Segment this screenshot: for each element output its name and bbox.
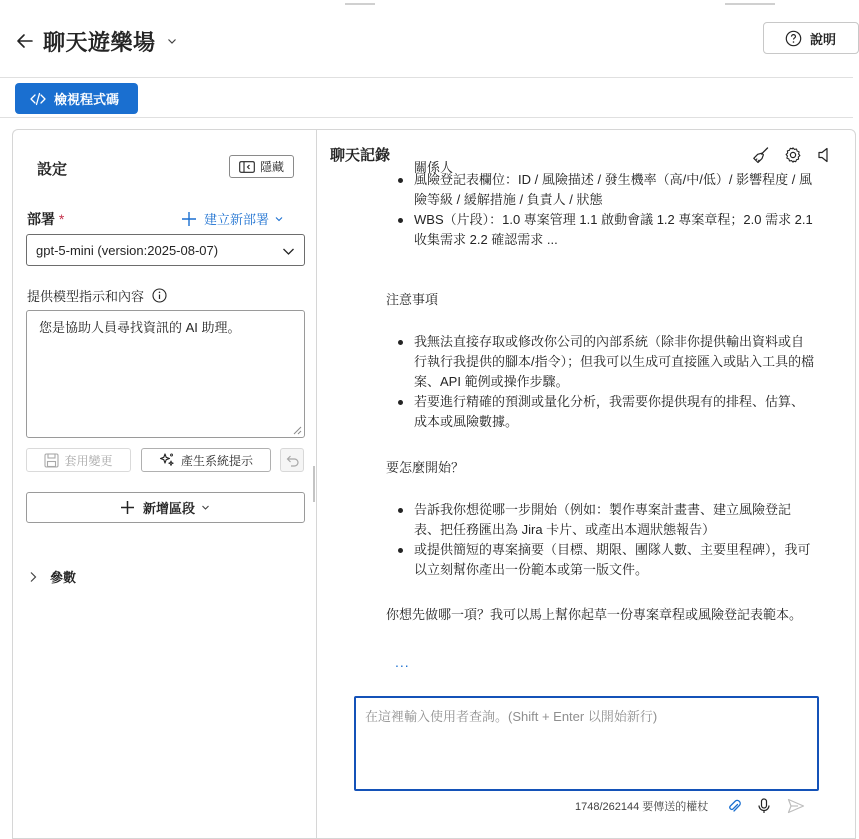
chat-input[interactable] xyxy=(354,696,819,791)
assistant-message-part2 xyxy=(386,332,816,432)
generate-prompt-button[interactable] xyxy=(141,448,271,472)
undo-icon xyxy=(285,453,300,468)
plus-icon xyxy=(181,211,197,227)
hide-button[interactable] xyxy=(229,155,294,178)
code-icon xyxy=(30,92,46,106)
toolbar xyxy=(0,77,853,118)
input-actions xyxy=(727,798,805,819)
back-arrow-icon[interactable] xyxy=(14,30,36,52)
assistant-message-part3 xyxy=(386,500,816,580)
new-deployment-link[interactable] xyxy=(181,209,292,228)
required-mark: * xyxy=(58,211,65,227)
clipped-element xyxy=(725,3,775,5)
chevron-down-icon xyxy=(273,213,285,225)
chevron-down-icon xyxy=(282,245,295,258)
clipped-element xyxy=(345,3,375,5)
apply-changes-button[interactable] xyxy=(26,448,131,472)
deployment-label xyxy=(27,209,64,229)
parameters-label: 參數 xyxy=(50,570,77,585)
chat-history[interactable] xyxy=(317,160,855,690)
token-count: 1748/262144 要傳送的權杖 xyxy=(575,801,709,813)
list-item: 或提供簡短的專案摘要（目標、期限、團隊人數、主要里程碑），我可以立刻幫你產出一份範本或第一版文件。 xyxy=(386,540,816,580)
chevron-down-icon xyxy=(200,502,211,513)
more-ellipsis[interactable]: ... xyxy=(395,654,410,670)
send-icon[interactable] xyxy=(787,798,805,819)
add-section-button[interactable] xyxy=(26,492,305,523)
list-item: 告訴我你想從哪一步開始（例如：製作專案計畫書、建立風險登記表、把任務匯出為 Jira 卡片、或產出本週狀態報告） xyxy=(386,500,816,540)
undo-button[interactable] xyxy=(280,448,304,472)
notes-heading-text: 注意事項 xyxy=(386,292,439,307)
chat-title: 聊天記錄 xyxy=(330,147,391,164)
page-title: 聊天遊樂場 xyxy=(43,30,156,55)
info-icon[interactable] xyxy=(152,288,167,303)
plus-icon xyxy=(120,500,135,515)
message-cut-text: 關係人 xyxy=(414,160,454,175)
attach-icon[interactable] xyxy=(727,798,741,819)
assistant-message-part1 xyxy=(386,170,816,250)
settings-title: 設定 xyxy=(37,161,68,178)
list-item: 我無法直接存取或修改你公司的內部系統（除非你提供輸出資料或自行執行我提供的腳本/指令）；但我可以生成可直接匯入或貼入工具的檔案、API 範例或操作步驟。 xyxy=(386,332,816,392)
sparkle-icon xyxy=(159,452,175,468)
chat-panel xyxy=(316,129,856,839)
help-label: 說明 xyxy=(810,31,837,47)
instructions-value: 您是協助人員尋找資訊的 AI 助理。 xyxy=(39,320,241,335)
new-deployment-label: 建立新部署 xyxy=(204,212,270,227)
instructions-textarea[interactable] xyxy=(26,310,305,438)
microphone-icon[interactable] xyxy=(757,798,771,819)
list-item: WBS（片段）：1.0 專案管理 1.1 啟動會議 1.2 專案章程；2.0 需求 2.1 收集需求 2.2 確認需求 ... xyxy=(386,210,816,250)
deployment-select[interactable] xyxy=(26,234,305,266)
list-item: 若要進行精確的預測或量化分析，我需要你提供現有的排程、估算、成本或風險數據。 xyxy=(386,392,816,432)
chevron-down-icon[interactable] xyxy=(166,34,178,46)
page-header xyxy=(0,22,853,62)
deployment-label-text: 部署 xyxy=(27,211,55,227)
view-code-button[interactable] xyxy=(15,83,138,114)
chat-input-placeholder: 在這裡輸入使用者查詢。(Shift + Enter 以開始新行) xyxy=(365,709,658,724)
settings-panel xyxy=(12,129,317,839)
question-circle-icon xyxy=(785,30,802,47)
instructions-label-text: 提供模型指示和內容 xyxy=(27,289,145,304)
top-cut-strip xyxy=(0,0,853,6)
instructions-actions xyxy=(26,448,305,472)
generate-prompt-label: 產生系統提示 xyxy=(180,453,253,468)
apply-changes-label: 套用變更 xyxy=(64,453,113,468)
start-heading-text: 要怎麼開始？ xyxy=(386,460,465,475)
closing-paragraph xyxy=(386,605,816,625)
resize-grip-icon[interactable] xyxy=(293,426,302,435)
help-button[interactable] xyxy=(763,22,859,54)
closing-text: 你想先做哪一項？我可以馬上幫你起草一份專案章程或風險登記表範本。 xyxy=(386,607,803,622)
panel-collapse-icon xyxy=(239,161,255,173)
parameters-toggle[interactable] xyxy=(28,567,76,586)
start-heading xyxy=(386,458,816,478)
add-section-label: 新增區段 xyxy=(142,501,195,516)
speaker-icon[interactable] xyxy=(816,146,834,164)
list-item: 風險登記表欄位：ID / 風險描述 / 發生機率（高/中/低）/ 影響程度 / 風險等級 / 緩解措施 / 負責人 / 狀態 xyxy=(386,170,816,210)
hide-label: 隱藏 xyxy=(259,160,284,174)
chevron-right-icon xyxy=(28,571,38,583)
view-code-label: 檢視程式碼 xyxy=(54,92,120,107)
save-icon xyxy=(44,453,59,468)
instructions-label xyxy=(27,286,167,305)
deployment-value: gpt-5-mini (version:2025-08-07) xyxy=(36,242,219,258)
notes-heading xyxy=(386,290,816,310)
